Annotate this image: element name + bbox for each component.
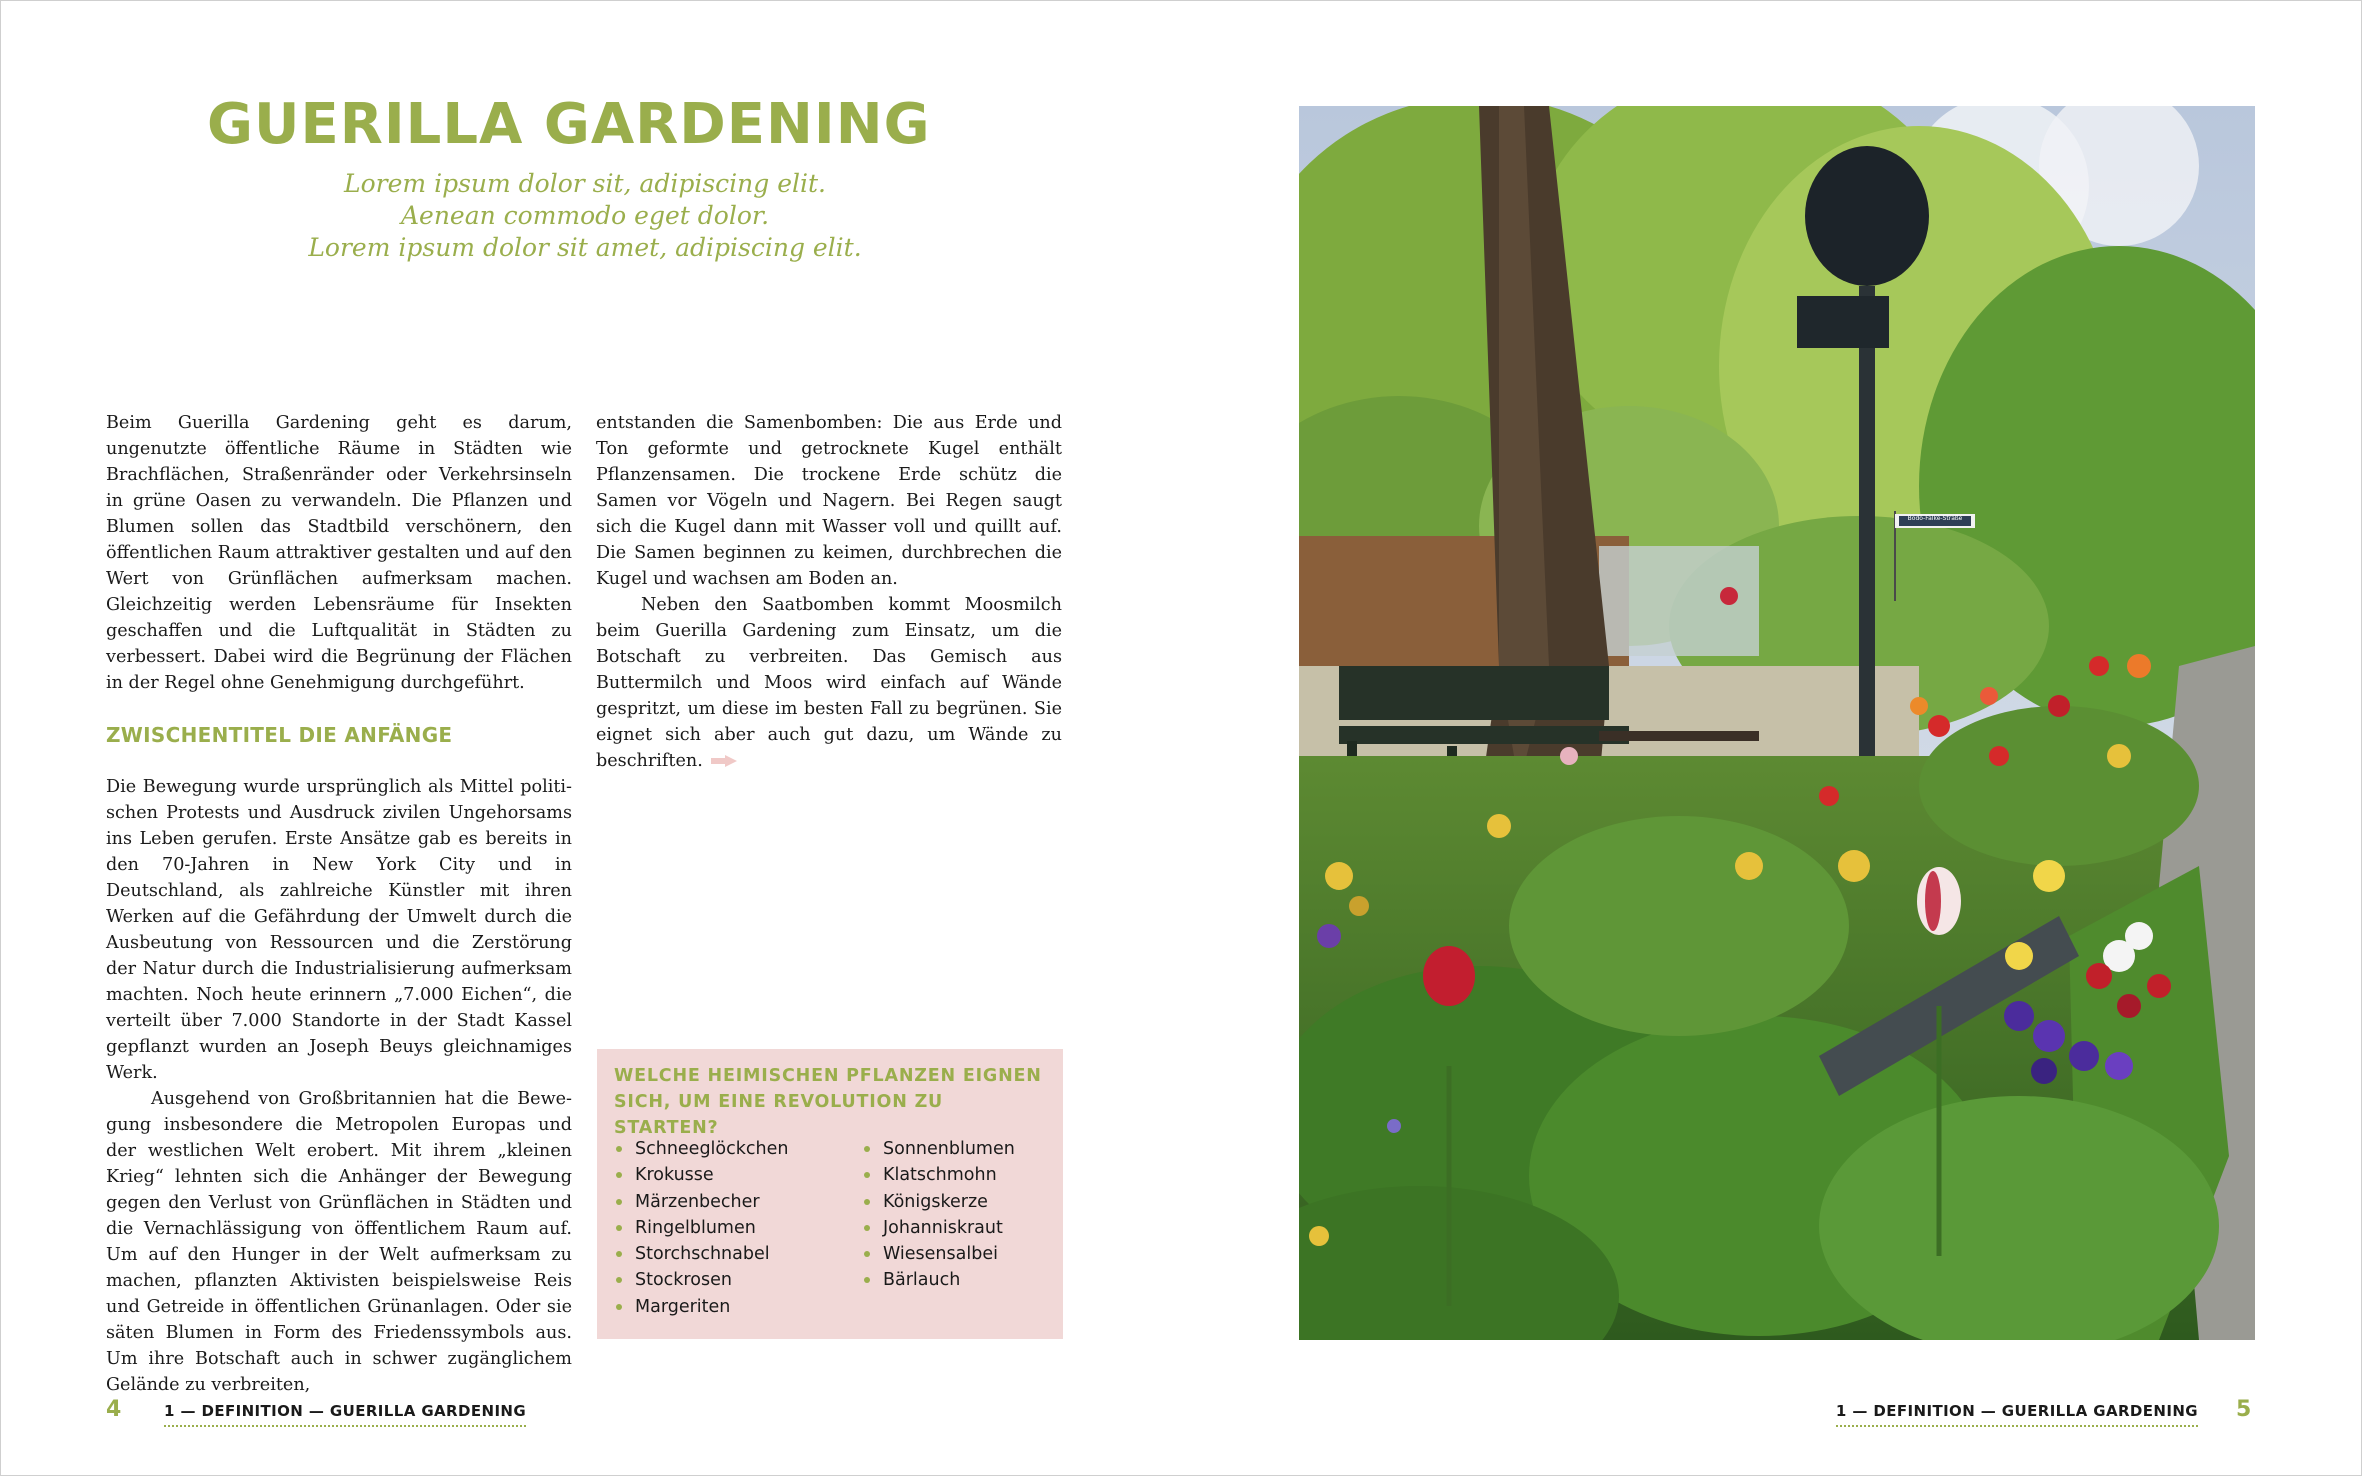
plant-infobox [597, 1049, 1063, 1339]
list-item: Margeriten [614, 1294, 788, 1320]
list-item: Sonnenblumen [862, 1136, 1015, 1162]
text-column-left [106, 410, 572, 1398]
list-item: Klatschmohn [862, 1162, 1015, 1188]
intro-paragraph: Beim Guerilla Gardening geht es darum, ungenutzte öffentliche Räume in Städten wie Brachflächen, Straßenränder oder Verkehrsinseln in grüne Oasen zu verwandeln. Die Pflanzen und Blumen sollen das Stadtbild verschönern, den öffentlichen Raum attraktiver gestalten und auf den Wert von Grünflächen aufmerksam machen. Gleichzeitig werden Lebensräume für Insekten geschaffen und die Luftqualität in Städten zu verbessert. Dabei wird die Begrünung der Flächen in der Regel ohne Genehmigung durchgeführt. [106, 413, 572, 693]
plant-list-left [614, 1136, 788, 1320]
garden-photo [1299, 106, 2255, 1340]
list-item: Johanniskraut [862, 1215, 1015, 1241]
page-title: GUERILLA GARDENING [207, 92, 931, 157]
running-head-right: 1 — DEFINITION — GUERILLA GARDENING [1836, 1402, 2198, 1427]
list-item: Krokusse [614, 1162, 788, 1188]
page-number-right: 5 [2236, 1397, 2252, 1422]
body-paragraph: entstanden die Samenbomben: Die aus Erde und Ton geformte und getrocknete Kugel enthält Pflanzensamen. Die trockene Erde schütz die Samen vor Vögeln und Nagern. Bei Regen saugt sich die Kugel dann mit Wasser voll und quillt auf. Die Samen beginnen zu keimen, durchbrechen die Kugel und wachsen am Boden an. [596, 413, 1062, 589]
running-head-left: 1 — DEFINITION — GUERILLA GARDENING [164, 1402, 526, 1427]
text-column-right [596, 410, 1062, 774]
list-item: Schneeglöckchen [614, 1136, 788, 1162]
list-item: Bärlauch [862, 1267, 1015, 1293]
list-item: Königskerze [862, 1189, 1015, 1215]
subtitle-line: Aenean commodo eget dolor. [400, 201, 770, 230]
page-number-left: 4 [106, 1397, 122, 1422]
subtitle-line: Lorem ipsum dolor sit amet, adipiscing elit. [308, 233, 862, 262]
list-item: Märzenbecher [614, 1189, 788, 1215]
body-paragraph: Ausgehend von Großbritannien hat die Bewegung insbesondere die Metropolen Europas und der westlichen Welt erobert. Mit ihrem „kleinen Krieg“ lehnten sich die Anhänger der Bewegung gegen den Verlust von Grünflächen in Städten und die Vernachlässigung von öffentlichem Raum auf. Um auf den Hunger in der Welt aufmerksam zu machen, pflanzten Aktivisten beispielsweise Reis und Getreide in öffentlichen Grünanlagen. Oder sie säten Blumen in Form des Friedenssymbols aus. Um ihre Botschaft auch in schwer zugänglichem Gelände zu verbreiten, [106, 1089, 572, 1395]
body-paragraph-text: Neben den Saatbomben kommt Moosmilch beim Guerilla Gardening zum Einsatz, um die Botschaft zu verbreiten. Das Gemisch aus Buttermilch und Moos wird einfach auf Wände gespritzt, um diese im besten Fall zu begrünen. Sie eignet sich aber auch gut dazu, um Wände zu beschriften. [596, 595, 1062, 771]
subtitle [205, 168, 965, 264]
section-subheading: ZWISCHENTITEL DIE ANFÄNGE [106, 723, 453, 747]
list-item: Stockrosen [614, 1267, 788, 1293]
end-arrow-icon [711, 755, 737, 767]
subtitle-line: Lorem ipsum dolor sit, adipiscing elit. [344, 169, 826, 198]
plant-list-right [862, 1136, 1015, 1294]
body-paragraph [596, 592, 1062, 774]
list-item: Ringelblumen [614, 1215, 788, 1241]
list-item: Wiesensalbei [862, 1241, 1015, 1267]
list-item: Storchschnabel [614, 1241, 788, 1267]
street-sign: Bodo-Falke-Straße [1907, 515, 1963, 522]
body-paragraph: Die Bewegung wurde ursprünglich als Mittel politischen Protests und Ausdruck zivilen Ungehorsams ins Leben gerufen. Erste Ansätze gab es bereits in den 70-Jahren in New York City und in Deutschland, als zahlreiche Künstler mit ihren Werken auf die Gefährdung der Umwelt durch die Ausbeutung von Ressourcen und die Zerstörung der Natur durch die Industrialisierung aufmerksam machten. Noch heute erinnern „7.000 Eichen“, die verteilt über 7.000 Standorte in der Stadt Kassel gepflanzt wurden an Joseph Beuys gleichnamiges Werk. [106, 777, 572, 1083]
infobox-title: WELCHE HEIMISCHEN PFLANZEN EIGNEN SICH, UM EINE REVOLUTION ZU STARTEN? [614, 1066, 1042, 1138]
